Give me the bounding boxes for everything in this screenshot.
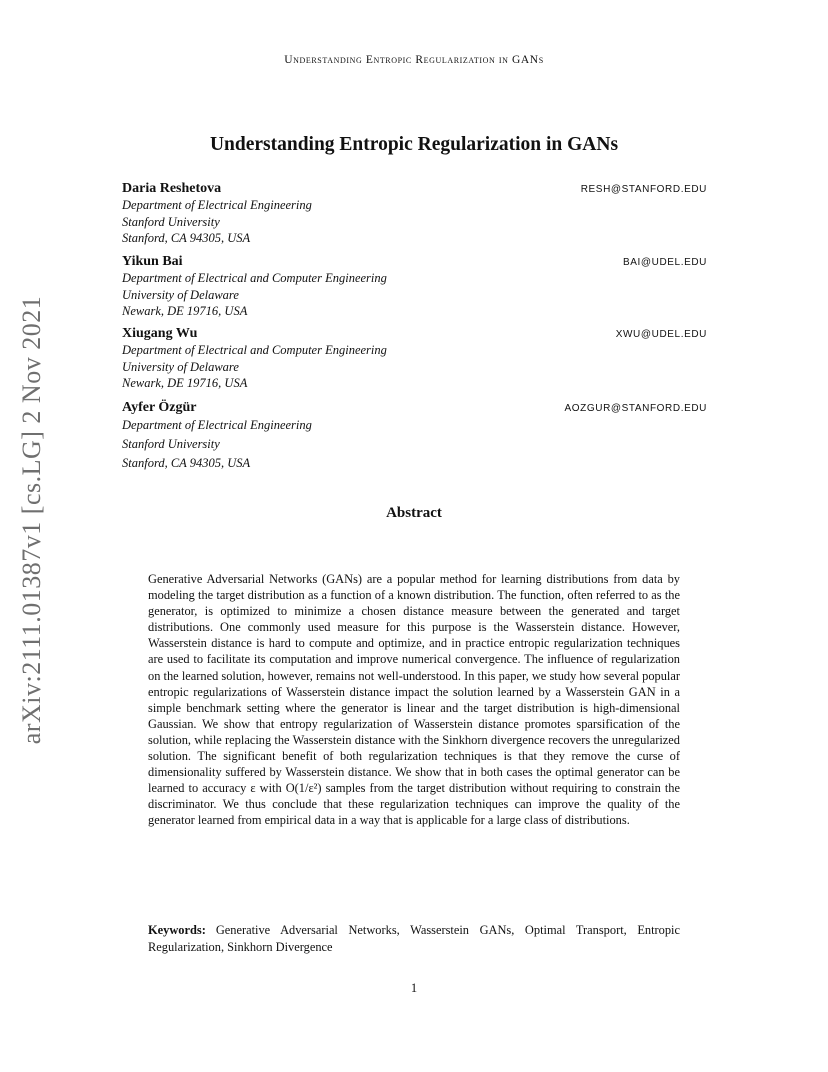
author-address: Stanford, CA 94305, USA <box>122 231 251 245</box>
author-block <box>122 181 707 247</box>
author-department: Department of Electrical Engineering <box>122 418 312 432</box>
author-email[interactable]: AOZGUR@STANFORD.EDU <box>564 403 707 414</box>
keywords <box>148 922 680 955</box>
author-name: Daria Reshetova <box>122 181 222 196</box>
author-institution: Stanford University <box>122 214 220 229</box>
author-name: Ayfer Özgür <box>122 400 197 415</box>
author-address: Newark, DE 19716, USA <box>122 376 248 390</box>
keywords-label: Keywords: <box>148 923 206 937</box>
author-block <box>122 400 707 473</box>
running-head: Understanding Entropic Regularization in GANs <box>284 54 544 66</box>
author-name: Xiugang Wu <box>122 326 198 341</box>
author-department: Department of Electrical Engineering <box>122 198 312 212</box>
author-email[interactable]: RESH@STANFORD.EDU <box>580 184 707 195</box>
author-email[interactable]: XWU@UDEL.EDU <box>615 329 707 340</box>
author-institution: University of Delaware <box>122 359 239 374</box>
author-department: Department of Electrical and Computer Engineering <box>122 271 387 285</box>
author-institution: Stanford University <box>122 437 220 451</box>
author-department: Department of Electrical and Computer Engineering <box>122 343 387 357</box>
abstract-text: Generative Adversarial Networks (GANs) are a popular method for learning distributions from data by modeling the target distribution as a function of a known distribution. The function, often referred to as the generator, is optimized to minimize a chosen distance measure between the generated and target distributions. One commonly used measure for this purpose is the Wasserstein distance. However, Wasserstein distance is hard to compute and optimize, and in practice entropic regularization techniques are used to facilitate its computation and improve numerical convergence. The influence of regularization on the learned solution, however, remains not well-understood. In this paper, we study how several popular entropic regularizations of Wasserstein distance impact the solution learned by a Wasserstein GAN in a simple benchmark setting where the generator is linear and the target distribution is high-dimensional Gaussian. We show that entropy regularization of Wasserstein distance promotes sparsification of the solution, while replacing the Wasserstein distance with the Sinkhorn divergence recovers the unregularized solution. The significant benefit of both regularization techniques is that they remove the curse of dimensionality suffered by Wasserstein distance. We show that in both cases the optimal generator can be learned to accuracy ε with O(1/ε²) samples from the target distribution without requiring to constrain the discriminator. We thus conclude that these regularization techniques can improve the quality of the generator learned from empirical data in a way that is applicable for a large class of distributions. <box>148 572 680 828</box>
arxiv-stamp-text: arXiv:2111.01387v1 [cs.LG] 2 Nov 2021 <box>17 295 46 745</box>
author-address: Newark, DE 19716, USA <box>122 304 248 318</box>
author-email[interactable]: BAI@UDEL.EDU <box>622 257 707 268</box>
author-institution: University of Delaware <box>122 287 239 302</box>
abstract-heading: Abstract <box>386 505 442 521</box>
author-block <box>122 254 707 320</box>
keywords-text: Generative Adversarial Networks, Wasserstein GANs, Optimal Transport, Entropic Regularization, Sinkhorn Divergence <box>148 923 680 954</box>
author-block <box>122 326 707 392</box>
page-number: 1 <box>410 981 418 995</box>
author-address: Stanford, CA 94305, USA <box>122 456 251 470</box>
paper-title: Understanding Entropic Regularization in GANs <box>209 134 619 155</box>
author-name: Yikun Bai <box>122 254 183 269</box>
